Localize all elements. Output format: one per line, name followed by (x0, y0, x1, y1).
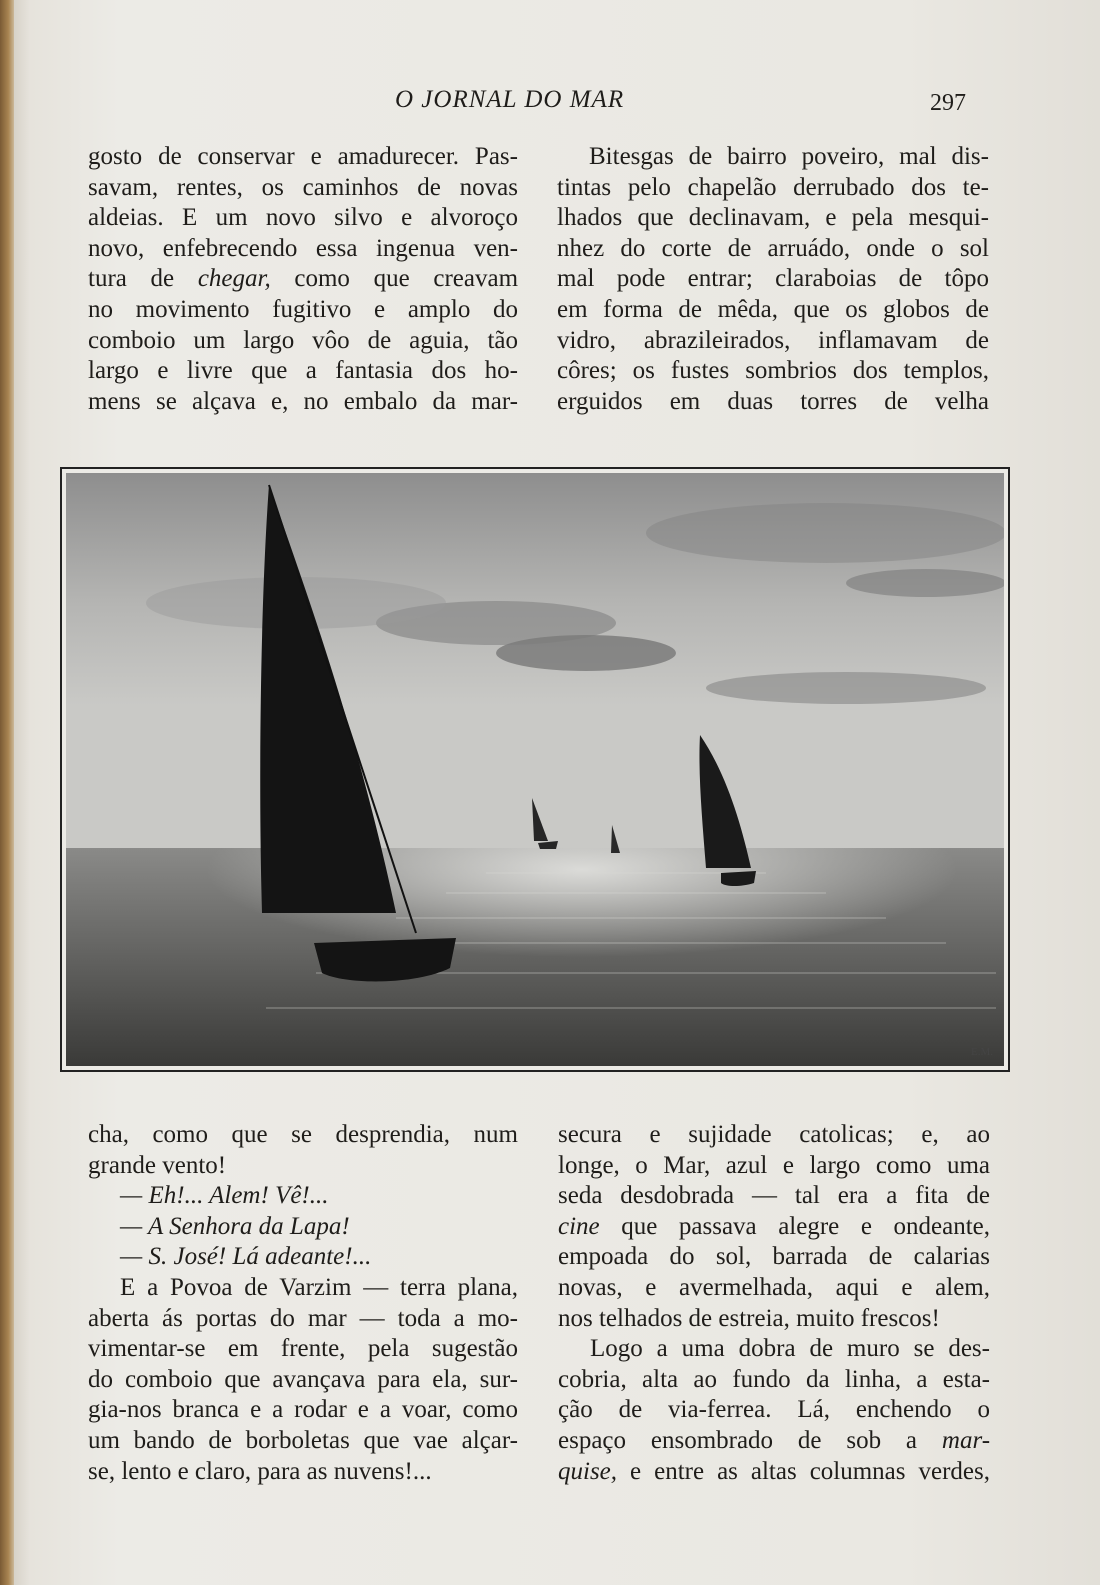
text-line: do comboio que avançava para ela, sur- (88, 1365, 518, 1393)
sun-glint (66, 848, 1004, 1066)
top-right-column (557, 142, 989, 417)
text-line: tintas pelo chapelão derrubado dos te- (557, 173, 989, 201)
dialog-line: — Eh!... Alem! Vê!... (120, 1182, 329, 1210)
text-line: mens se alçava e, no embalo da mar- (88, 387, 518, 415)
text-line: quise, e entre as altas columnas verdes, (558, 1457, 990, 1485)
dialog-line: — S. José! Lá adeante!... (120, 1243, 372, 1271)
italic-word: chegar, (197, 265, 271, 293)
italic-word: cine (558, 1212, 600, 1240)
bottom-left-column (88, 1120, 518, 1487)
text-line: novas, e avermelhada, aqui e alem, (558, 1273, 990, 1301)
dialog-line: — A Senhora da Lapa! (120, 1212, 350, 1240)
text-line: cine que passava alegre e ondeante, (558, 1212, 991, 1240)
page-header (0, 86, 1100, 118)
text-line: Logo a uma dobra de muro se des- (590, 1335, 990, 1363)
text-line: secura e sujidade catolicas; e, ao (558, 1121, 990, 1148)
text-line: longe, o Mar, azul e largo como uma (558, 1151, 990, 1179)
page-number: 297 (930, 90, 966, 116)
sailing-boats-illustration (66, 473, 1004, 1066)
text-line: aberta ás portas do mar — toda a mo- (88, 1304, 518, 1332)
text-line: um bando de borboletas que vae alçar- (88, 1426, 518, 1454)
text-line: se, lento e claro, para as nuvens!... (88, 1457, 432, 1485)
text-line: grande vento! (88, 1151, 227, 1179)
text-line: gia-nos branca e a rodar e a voar, como (88, 1396, 518, 1424)
text-line: lhados que declinavam, e pela mesqui- (557, 204, 989, 232)
top-left-column (88, 142, 518, 417)
text-line: nos telhados de estreia, muito frescos! (558, 1304, 940, 1332)
text-line: comboio um largo vôo de aguia, tão (88, 326, 518, 354)
text-line: cha, como que se desprendia, num (88, 1121, 518, 1148)
text-line: nhez do corte de arruádo, onde o sol (557, 234, 989, 262)
text-line: Bitesgas de bairro poveiro, mal dis- (589, 143, 989, 170)
text-line: novo, enfebrecendo essa ingenua ven- (88, 234, 518, 262)
text-line: cobria, alta ao fundo da linha, a esta- (558, 1365, 990, 1393)
text-line: mal pode entrar; claraboias de tôpo (557, 265, 989, 293)
italic-word: quise, (558, 1457, 618, 1485)
italic-word: mar- (941, 1426, 991, 1454)
text-line: largo e livre que a fantasia dos ho- (88, 357, 518, 385)
cloud (706, 672, 986, 704)
running-title: O JORNAL DO MAR (395, 86, 625, 113)
illustration-signature: E.M. (971, 1046, 993, 1058)
text-line: erguidos em duas torres de velha (557, 387, 989, 415)
text-line: savam, rentes, os caminhos de novas (88, 173, 518, 201)
text-line: aldeias. E um novo silvo e alvoroço (88, 204, 518, 232)
book-binding-edge (0, 0, 14, 1585)
bottom-right-column (558, 1120, 990, 1487)
text-line: ção de via-ferrea. Lá, enchendo o (558, 1396, 990, 1424)
text-line: espaço ensombrado de sob a mar- (558, 1426, 991, 1454)
text-line: vidro, abrazileirados, inflamavam de (557, 326, 989, 354)
text-line: no movimento fugitivo e amplo do (88, 295, 518, 323)
cloud (646, 503, 1004, 563)
cloud (846, 569, 1004, 597)
text-line: gosto de conservar e amadurecer. Pas- (88, 143, 518, 170)
text-line: empoada do sol, barrada de calarias (558, 1243, 990, 1271)
text-line: em forma de mêda, que os globos de (557, 295, 989, 323)
text-line: vimentar-se em frente, pela sugestão (88, 1335, 518, 1363)
text-line: côres; os fustes sombrios dos templos, (557, 357, 989, 385)
text-line: seda desdobrada — tal era a fita de (558, 1182, 990, 1210)
illustration-plate (60, 467, 1010, 1072)
text-line: E a Povoa de Varzim — terra plana, (120, 1273, 518, 1301)
text-line: tura de chegar, como que creavam (88, 265, 519, 293)
